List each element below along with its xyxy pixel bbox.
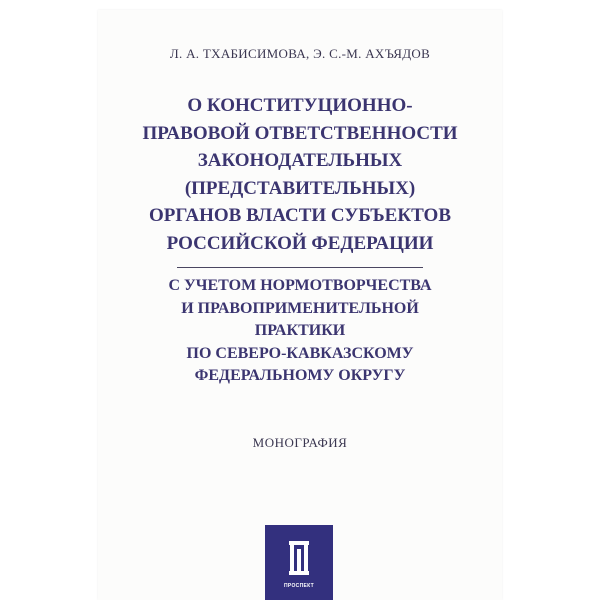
- prospekt-logo-icon: [289, 541, 309, 575]
- authors: Л. А. ТХАБИСИМОВА, Э. С.-М. АХЪЯДОВ: [169, 46, 431, 61]
- subtitle-line: ПО СЕВЕРО-КАВКАЗСКОМУ: [186, 344, 414, 362]
- genre-label: МОНОГРАФИЯ: [252, 435, 348, 450]
- title-line: ПРАВОВОЙ ОТВЕТСТВЕННОСТИ: [142, 122, 458, 144]
- book-title: [98, 92, 502, 257]
- subtitle-line: И ПРАВОПРИМЕНИТЕЛЬНОЙ: [181, 299, 419, 317]
- book-subtitle: [98, 275, 502, 388]
- title-line: О КОНСТИТУЦИОННО-: [187, 95, 413, 116]
- subtitle-line: ПРАКТИКИ: [254, 322, 346, 339]
- subtitle-line: ФЕДЕРАЛЬНОМУ ОКРУГУ: [194, 367, 406, 384]
- subtitle-line: С УЧЕТОМ НОРМОТВОРЧЕСТВА: [168, 277, 432, 294]
- title-divider: [177, 267, 423, 268]
- book-cover: [98, 10, 502, 600]
- title-line: (ПРЕДСТАВИТЕЛЬНЫХ): [184, 177, 416, 199]
- publisher-name: ПРОСПЕКТ: [284, 583, 314, 589]
- title-line: ЗАКОНОДАТЕЛЬНЫХ: [197, 150, 403, 171]
- title-line: РОССИЙСКОЙ ФЕДЕРАЦИИ: [166, 232, 434, 254]
- publisher-logo: [265, 525, 333, 600]
- title-line: ОРГАНОВ ВЛАСТИ СУБЪЕКТОВ: [148, 205, 452, 226]
